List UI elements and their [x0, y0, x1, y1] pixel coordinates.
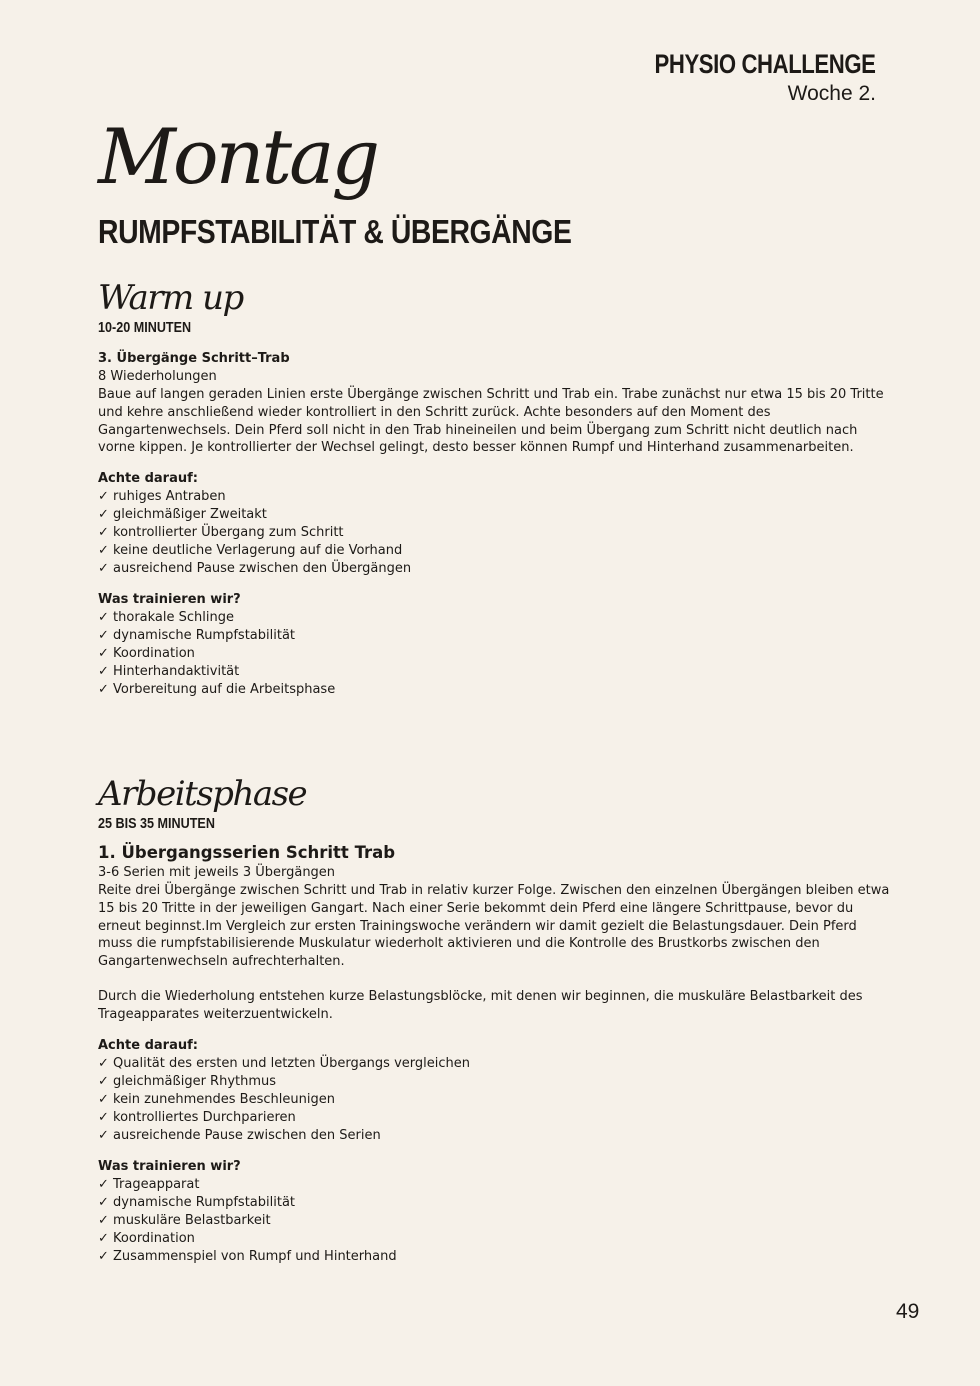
warmup-attention-list	[98, 488, 894, 578]
list-item: ✓ Trageapparat	[98, 1176, 894, 1194]
list-item: ✓ Qualität des ersten und letzten Übergangs vergleichen	[98, 1055, 894, 1073]
work-attention-list	[98, 1055, 894, 1145]
warmup-train-label: Was trainieren wir?	[98, 592, 241, 608]
list-item: ✓ gleichmäßiger Rhythmus	[98, 1073, 894, 1091]
warmup-train-list	[98, 609, 894, 699]
work-section	[98, 774, 894, 1266]
list-item: ✓ ausreichende Pause zwischen den Serien	[98, 1127, 894, 1145]
list-item: ✓ dynamische Rumpfstabilität	[98, 627, 894, 645]
work-train-list	[98, 1176, 894, 1266]
day-title: Montag	[98, 112, 378, 201]
work-reps: 3-6 Serien mit jeweils 3 Übergängen	[98, 865, 336, 880]
work-exercise-title: 1. Übergangsserien Schritt Trab	[98, 843, 396, 862]
warmup-title: Warm up	[98, 278, 243, 318]
work-description: Reite drei Übergänge zwischen Schritt und Trab in relativ kurzer Folge. Zwischen den einzelnen Übergängen bleiben etwa 15 bis 20 Tritte in der jeweiligen Gangart. Nach einer Serie bekommt dein Pferd eine längere Schrittpause, bevor du erneut beginnst.Im Vergleich zur ersten Trainingswoche verändern wir damit gezielt die Belastungsdauer. Dein Pferd muss die rumpfstabilisierende Muskulatur wiederholt aktivieren und die Kontrolle des Brustkorbs zwischen den Gangartenwechseln aufrechterhalten.	[98, 883, 890, 970]
list-item: ✓ muskuläre Belastbarkeit	[98, 1212, 894, 1230]
warmup-reps: 8 Wiederholungen	[98, 369, 217, 384]
paragraph-gap	[98, 971, 894, 988]
warmup-description: Baue auf langen geraden Linien erste Übergänge zwischen Schritt und Trab ein. Trabe zunächst nur etwa 15 bis 20 Tritte und kehre anschließend wieder kontrolliert in den Schritt zurück. Achte besonders auf den Moment des Gangartenwechsels. Dein Pferd soll nicht in den Trab hineineilen und beim Übergang zum Schritt nicht deutlich nach vorne kippen. Je kontrollierter der Wechsel gelingt, desto besser können Rumpf und Hinterhand zusammenarbeiten.	[98, 387, 884, 456]
work-attention-label: Achte darauf:	[98, 1037, 198, 1053]
list-item: ✓ Zusammenspiel von Rumpf und Hinterhand	[98, 1248, 894, 1266]
list-item: ✓ keine deutliche Verlagerung auf die Vorhand	[98, 542, 894, 560]
warmup-section	[98, 278, 894, 699]
work-duration: 25 BIS 35 MINUTEN	[98, 815, 215, 832]
warmup-duration: 10-20 MINUTEN	[98, 319, 192, 336]
list-item: ✓ kein zunehmendes Beschleunigen	[98, 1091, 894, 1109]
list-item: ✓ thorakale Schlinge	[98, 609, 894, 627]
page-number: 49	[896, 1300, 920, 1323]
page-header	[606, 48, 876, 107]
list-item: ✓ ausreichend Pause zwischen den Übergängen	[98, 560, 894, 578]
list-item: ✓ dynamische Rumpfstabilität	[98, 1194, 894, 1212]
list-item: ✓ Hinterhandaktivität	[98, 663, 894, 681]
list-item: ✓ Koordination	[98, 1230, 894, 1248]
week-label: Woche 2.	[787, 82, 876, 105]
brand-title: PHYSIO CHALLENGE	[654, 49, 876, 79]
work-title: Arbeitsphase	[98, 774, 307, 814]
warmup-exercise-title: 3. Übergänge Schritt–Trab	[98, 351, 290, 366]
work-train-label: Was trainieren wir?	[98, 1158, 241, 1174]
work-description-2: Durch die Wiederholung entstehen kurze Belastungsblöcke, mit denen wir beginnen, die muskuläre Belastbarkeit des Trageapparates weiterzuentwickeln.	[98, 988, 863, 1022]
list-item: ✓ Vorbereitung auf die Arbeitsphase	[98, 681, 894, 699]
warmup-attention-label: Achte darauf:	[98, 471, 198, 487]
list-item: ✓ Koordination	[98, 645, 894, 663]
list-item: ✓ ruhiges Antraben	[98, 488, 894, 506]
topic-title: RUMPFSTABILITÄT & ÜBERGÄNGE	[98, 213, 572, 250]
list-item: ✓ kontrolliertes Durchparieren	[98, 1109, 894, 1127]
list-item: ✓ kontrollierter Übergang zum Schritt	[98, 524, 894, 542]
list-item: ✓ gleichmäßiger Zweitakt	[98, 506, 894, 524]
